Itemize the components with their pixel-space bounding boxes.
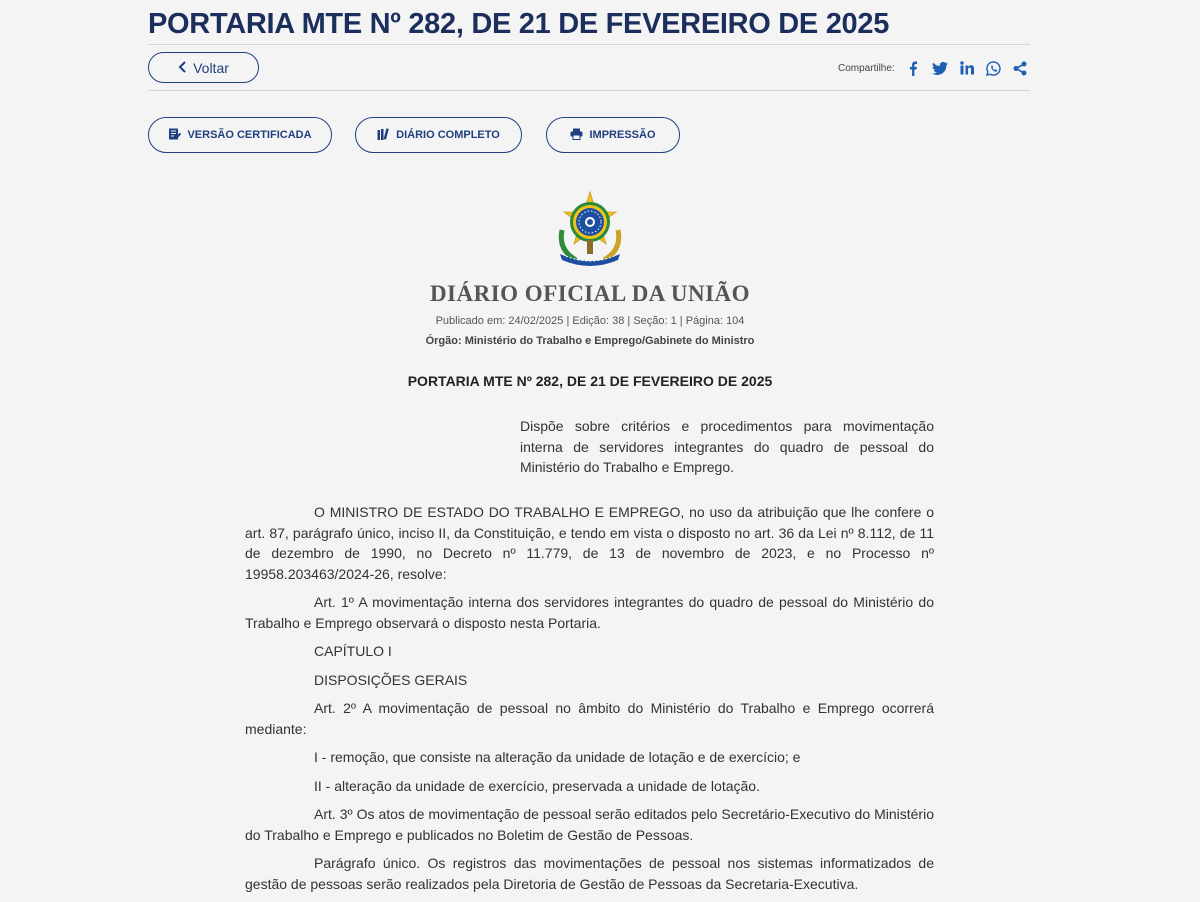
- print-icon: [570, 128, 583, 143]
- print-button[interactable]: [546, 117, 680, 153]
- page-title: PORTARIA MTE Nº 282, DE 21 DE FEVEREIRO DE 2025: [148, 8, 890, 40]
- item-paragraph: II - alteração da unidade de exercício, preservada a unidade de lotação.: [314, 777, 760, 794]
- facebook-icon[interactable]: [905, 60, 921, 76]
- full-diary-label: DIÁRIO COMPLETO: [396, 129, 500, 141]
- back-button-label: Voltar: [193, 59, 229, 76]
- orgao-label: Órgão:: [425, 335, 462, 347]
- chapter-heading: CAPÍTULO I: [314, 643, 392, 659]
- single-paragraph: Parágrafo único. Os registros das movimentações de pessoal nos sistemas informatizados de gestão de pessoas serão realizados pela Diretoria de Gestão de Pessoas da Secretaria-Executiva.: [245, 855, 934, 892]
- article-paragraph: Art. 1º A movimentação interna dos servidores integrantes do quadro de pessoal do Ministério do Trabalho e Emprego observará o disposto nesta Portaria.: [245, 594, 934, 631]
- ementa: Dispõe sobre critérios e procedimentos para movimentação interna de servidores integrantes do quadro de pessoal do Ministério do Trabalho e Emprego.: [520, 418, 934, 475]
- share-icon[interactable]: [1012, 60, 1028, 76]
- back-button[interactable]: [148, 52, 259, 83]
- books-icon: [377, 128, 390, 143]
- article-paragraph: Art. 2º A movimentação de pessoal no âmbito do Ministério do Trabalho e Emprego ocorrerá mediante:: [245, 700, 934, 737]
- share-label: Compartilhe:: [838, 62, 895, 74]
- whatsapp-icon[interactable]: [985, 60, 1001, 76]
- portaria-title: PORTARIA MTE Nº 282, DE 21 DE FEVEREIRO DE 2025: [407, 373, 773, 389]
- certified-version-label: VERSÃO CERTIFICADA: [187, 129, 312, 141]
- full-diary-button[interactable]: [355, 117, 522, 153]
- print-label: IMPRESSÃO: [589, 129, 656, 141]
- document-body: [245, 502, 934, 902]
- orgao-value: Ministério do Trabalho e Emprego/Gabinete do Ministro: [464, 335, 755, 347]
- divider: [148, 90, 1030, 91]
- orgao-line: [300, 335, 880, 347]
- divider: [148, 44, 1030, 45]
- preamble-paragraph: O MINISTRO DE ESTADO DO TRABALHO E EMPREGO, no uso da atribuição que lhe confere o art. 87, parágrafo único, inciso II, da Constituição, e tendo em vista o disposto no art. 36 da Lei nº 8.112, de 11 de dezembro de 1990, no Decreto nº 11.779, de 13 de novembro de 2023, e no Processo nº 19958.203463/2024-26, resolve:: [245, 504, 934, 582]
- diario-oficial-title: DIÁRIO OFICIAL DA UNIÃO: [429, 281, 751, 306]
- article-paragraph: Art. 3º Os atos de movimentação de pessoal serão editados pelo Secretário-Executivo do Ministério do Trabalho e Emprego e publicados no Boletim de Gestão de Pessoas.: [245, 806, 934, 843]
- publication-info: Publicado em: 24/02/2025 | Edição: 38 | Seção: 1 | Página: 104: [435, 315, 745, 327]
- coat-of-arms-logo: [552, 190, 628, 268]
- linkedin-icon[interactable]: [959, 60, 975, 76]
- edit-document-icon: [168, 127, 181, 143]
- chapter-subtitle: DISPOSIÇÕES GERAIS: [314, 671, 468, 688]
- share-bar: [838, 58, 1028, 78]
- certified-version-button[interactable]: [148, 117, 332, 153]
- twitter-icon[interactable]: [932, 60, 948, 76]
- item-paragraph: I - remoção, que consiste na alteração da unidade de lotação e de exercício; e: [314, 749, 801, 765]
- chevron-left-icon: [178, 60, 187, 76]
